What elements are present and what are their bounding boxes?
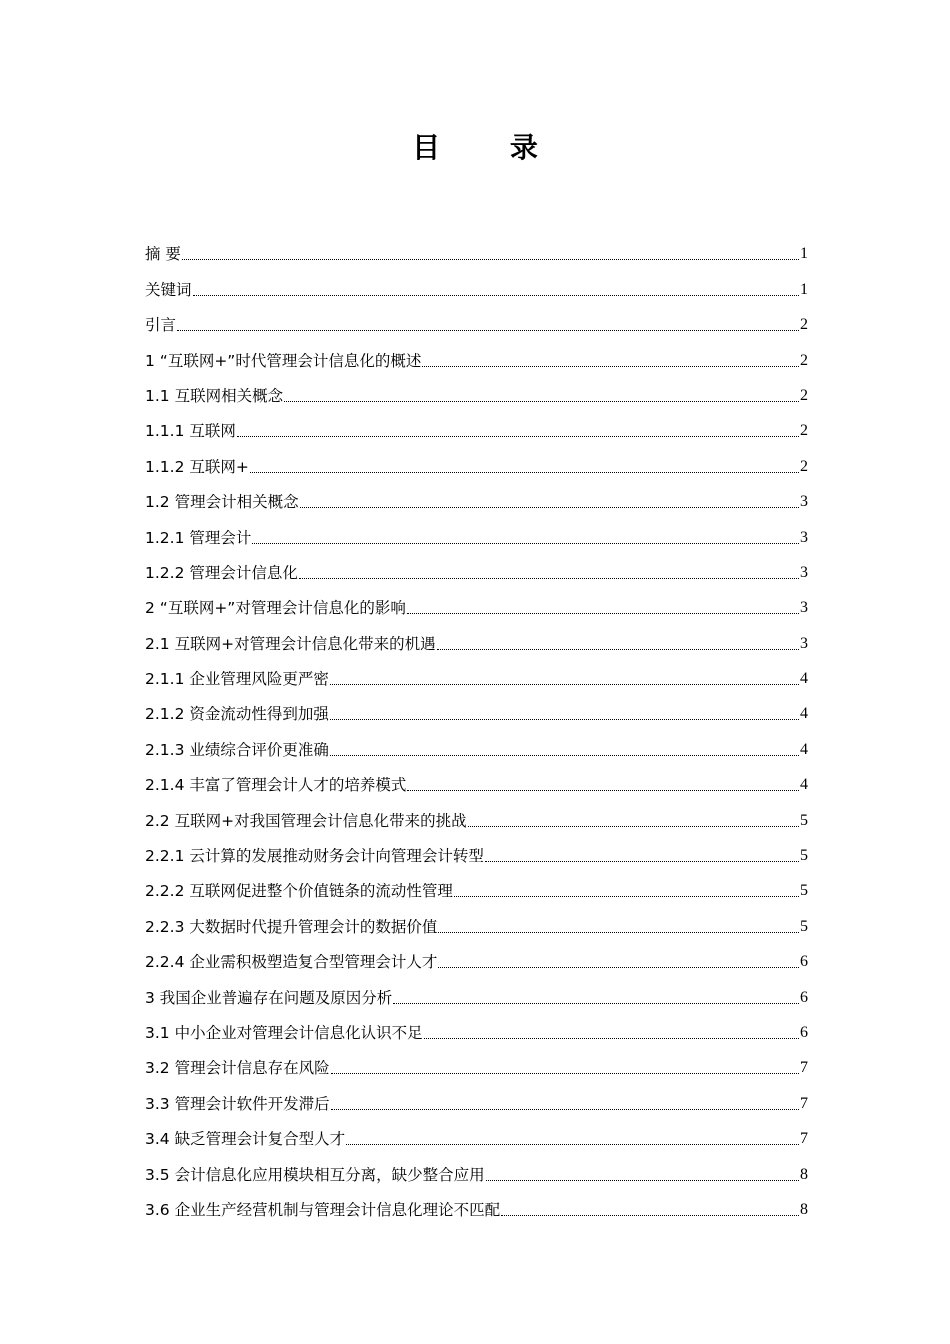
- toc-page-number: 7: [800, 1094, 808, 1112]
- toc-entry-text: 1 “互联网+”时代管理会计信息化的概述: [145, 351, 422, 370]
- toc-entry-text: 引言: [145, 316, 177, 335]
- toc-entry[interactable]: [145, 1115, 808, 1150]
- toc-entry-text: 1.1.2 互联网+: [145, 457, 249, 476]
- toc-entry[interactable]: [145, 619, 808, 654]
- toc-entry[interactable]: [145, 938, 808, 973]
- toc-page-number: 2: [800, 457, 808, 475]
- toc-entry[interactable]: [145, 832, 808, 867]
- toc-entry[interactable]: [145, 1079, 808, 1114]
- toc-page-number: 4: [800, 776, 808, 794]
- toc-page-number: 3: [800, 563, 808, 581]
- toc-entry[interactable]: [145, 549, 808, 584]
- toc-entry[interactable]: [145, 336, 808, 371]
- toc-leader-dots: [193, 293, 799, 296]
- toc-entry[interactable]: [145, 1186, 808, 1221]
- toc-page-number: 3: [800, 634, 808, 652]
- toc-page-number: 1: [800, 245, 808, 263]
- toc-entry-text: 3.2 管理会计信息存在风险: [145, 1059, 330, 1078]
- toc-leader-dots: [424, 1036, 799, 1039]
- toc-entry[interactable]: [145, 1150, 808, 1185]
- toc-entry-text: 2.1.1 企业管理风险更严密: [145, 670, 329, 689]
- toc-leader-dots: [407, 611, 799, 614]
- toc-page-number: 3: [800, 493, 808, 511]
- toc-entry-text: 2.1.4 丰富了管理会计人才的培养模式: [145, 776, 407, 795]
- toc-leader-dots: [284, 399, 799, 402]
- toc-entry[interactable]: [145, 1044, 808, 1079]
- toc-entry[interactable]: [145, 761, 808, 796]
- toc-entry-text: 2 “互联网+”对管理会计信息化的影响: [145, 599, 406, 618]
- toc-entry[interactable]: [145, 584, 808, 619]
- toc-entry-text: 2.2 互联网+对我国管理会计信息化带来的挑战: [145, 811, 467, 830]
- toc-entry-text: 3 我国企业普遍存在问题及原因分析: [145, 988, 393, 1007]
- toc-entry[interactable]: [145, 230, 808, 265]
- toc-leader-dots: [182, 257, 799, 260]
- toc-entry[interactable]: [145, 725, 808, 760]
- toc-leader-dots: [331, 1071, 799, 1074]
- toc-leader-dots: [252, 541, 799, 544]
- toc-leader-dots: [330, 717, 799, 720]
- toc-page-number: 2: [800, 316, 808, 334]
- toc-page-number: 2: [800, 422, 808, 440]
- toc-leader-dots: [454, 894, 799, 897]
- toc-leader-dots: [486, 1178, 799, 1181]
- toc-leader-dots: [250, 470, 799, 473]
- toc-page-number: 5: [800, 917, 808, 935]
- toc-entry[interactable]: [145, 442, 808, 477]
- toc-page-number: 4: [800, 705, 808, 723]
- toc-entry-text: 3.5 会计信息化应用模块相互分离，缺少整合应用: [145, 1165, 485, 1184]
- toc-entry-text: 1.1.1 互联网: [145, 422, 236, 441]
- toc-entry-text: 1.2.2 管理会计信息化: [145, 563, 298, 582]
- toc-entry[interactable]: [145, 372, 808, 407]
- toc-entry[interactable]: [145, 690, 808, 725]
- toc-entry-text: 2.1.3 业绩综合评价更准确: [145, 740, 329, 759]
- toc-entry[interactable]: [145, 796, 808, 831]
- toc-entry[interactable]: [145, 478, 808, 513]
- toc-entry-text: 1.2 管理会计相关概念: [145, 493, 299, 512]
- toc-entry-text: 2.1.2 资金流动性得到加强: [145, 705, 329, 724]
- toc-leader-dots: [393, 1001, 799, 1004]
- toc-leader-dots: [468, 824, 799, 827]
- toc-entry[interactable]: [145, 301, 808, 336]
- toc-entry-text: 1.1 互联网相关概念: [145, 386, 284, 405]
- toc-page-number: 3: [800, 528, 808, 546]
- toc-leader-dots: [177, 328, 799, 331]
- toc-page-number: 5: [800, 811, 808, 829]
- toc-entry-text: 2.2.2 互联网促进整个价值链条的流动性管理: [145, 882, 453, 901]
- toc-entry[interactable]: [145, 973, 808, 1008]
- toc-page-number: 4: [800, 740, 808, 758]
- toc-leader-dots: [407, 788, 799, 791]
- toc-leader-dots: [237, 434, 799, 437]
- toc-leader-dots: [299, 576, 799, 579]
- toc-entry-text: 2.2.1 云计算的发展推动财务会计向管理会计转型: [145, 847, 484, 866]
- toc-leader-dots: [330, 753, 799, 756]
- toc-leader-dots: [346, 1142, 799, 1145]
- toc-page-number: 6: [800, 988, 808, 1006]
- toc-entry-text: 3.1 中小企业对管理会计信息化认识不足: [145, 1023, 423, 1042]
- toc-page-number: 8: [800, 1200, 808, 1218]
- toc-page-number: 7: [800, 1130, 808, 1148]
- toc-entry[interactable]: [145, 407, 808, 442]
- toc-entry-text: 摘 要: [145, 245, 181, 264]
- toc-entry-text: 3.6 企业生产经营机制与管理会计信息化理论不匹配: [145, 1200, 501, 1219]
- toc-page-number: 4: [800, 670, 808, 688]
- toc-entry-text: 3.3 管理会计软件开发滞后: [145, 1094, 330, 1113]
- toc-leader-dots: [300, 505, 799, 508]
- toc-entry-text: 关键词: [145, 280, 192, 299]
- toc-page-number: 5: [800, 847, 808, 865]
- toc-entry[interactable]: [145, 655, 808, 690]
- toc-page-number: 3: [800, 599, 808, 617]
- toc-leader-dots: [438, 965, 799, 968]
- toc-page-number: 2: [800, 351, 808, 369]
- toc-entry-text: 2.1 互联网+对管理会计信息化带来的机遇: [145, 634, 436, 653]
- toc-entry[interactable]: [145, 867, 808, 902]
- toc-page-number: 7: [800, 1059, 808, 1077]
- toc-page-number: 6: [800, 953, 808, 971]
- toc-title: 目 录: [412, 131, 568, 164]
- toc-page-number: 6: [800, 1023, 808, 1041]
- toc-leader-dots: [422, 364, 799, 367]
- toc-entry-text: 2.2.3 大数据时代提升管理会计的数据价值: [145, 917, 438, 936]
- toc-entry[interactable]: [145, 265, 808, 300]
- toc-leader-dots: [330, 682, 799, 685]
- toc-list: [145, 230, 808, 1221]
- toc-leader-dots: [331, 1107, 799, 1110]
- toc-leader-dots: [501, 1213, 799, 1216]
- toc-entry-text: 3.4 缺乏管理会计复合型人才: [145, 1130, 346, 1149]
- toc-entry[interactable]: [145, 513, 808, 548]
- toc-entry[interactable]: [145, 902, 808, 937]
- toc-entry-text: 1.2.1 管理会计: [145, 528, 252, 547]
- toc-page-number: 1: [800, 280, 808, 298]
- toc-page-number: 2: [800, 386, 808, 404]
- toc-entry-text: 2.2.4 企业需积极塑造复合型管理会计人才: [145, 953, 438, 972]
- toc-page-number: 5: [800, 882, 808, 900]
- toc-page-number: 8: [800, 1165, 808, 1183]
- toc-leader-dots: [437, 647, 799, 650]
- toc-leader-dots: [485, 859, 799, 862]
- toc-entry[interactable]: [145, 1009, 808, 1044]
- toc-leader-dots: [438, 930, 799, 933]
